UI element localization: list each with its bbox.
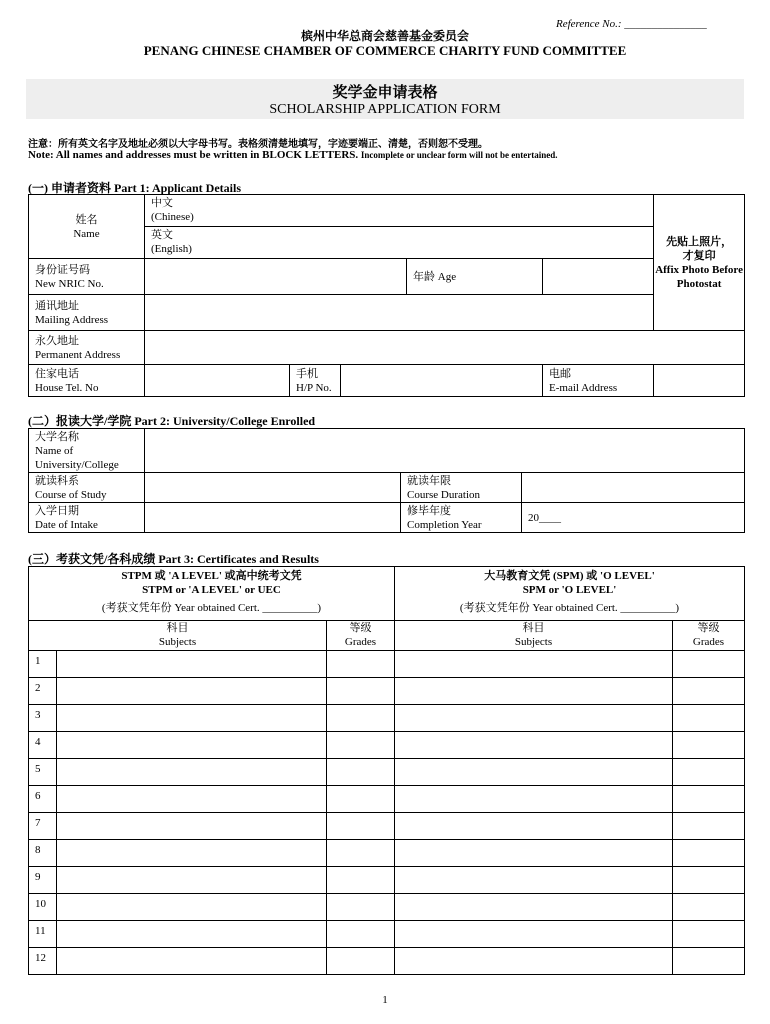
table-row [29, 813, 745, 840]
stpm-subject-input[interactable] [57, 678, 327, 705]
note-english [28, 149, 558, 161]
row-number: 7 [29, 813, 57, 840]
spm-grade-input[interactable] [673, 948, 745, 975]
course-label: 就读科系 Course of Study [29, 473, 145, 503]
table-row [29, 786, 745, 813]
spm-header: 大马教育文凭 (SPM) 或 'O LEVEL' SPM or 'O LEVEL' (考获文凭年份 Year obtained Cert. __________) [395, 567, 745, 621]
part2-title: (二）报读大学/学院 Part 2: University/College Enrolled [28, 414, 316, 428]
form-title-chinese: 奖学金申请表格 [332, 85, 438, 101]
stpm-subject-input[interactable] [57, 759, 327, 786]
permanent-address-label: 永久地址 Permanent Address [29, 331, 145, 365]
stpm-grade-input[interactable] [327, 948, 395, 975]
completion-label: 修毕年度 Completion Year [401, 503, 522, 533]
spm-subject-input[interactable] [395, 651, 673, 678]
spm-grade-input[interactable] [673, 759, 745, 786]
name-label: 姓名 Name [29, 195, 145, 259]
spm-subject-input[interactable] [395, 786, 673, 813]
note-chinese: 注意：所有英文名字及地址必须以大字母书写。表格须清楚地填写，字迹要端正、清楚，否则恕不受理。 [28, 139, 488, 150]
row-number: 5 [29, 759, 57, 786]
row-number: 8 [29, 840, 57, 867]
row-number: 12 [29, 948, 57, 975]
stpm-subject-input[interactable] [57, 705, 327, 732]
email-label: 电邮 E-mail Address [543, 365, 654, 397]
stpm-subject-input[interactable] [57, 921, 327, 948]
row-number: 6 [29, 786, 57, 813]
spm-subject-input[interactable] [395, 813, 673, 840]
university-name-input[interactable] [145, 429, 745, 473]
row-number: 1 [29, 651, 57, 678]
table-row [29, 732, 745, 759]
email-input[interactable] [654, 365, 745, 397]
spm-subject-input[interactable] [395, 894, 673, 921]
stpm-grade-input[interactable] [327, 732, 395, 759]
stpm-subject-input[interactable] [57, 732, 327, 759]
intake-label: 入学日期 Date of Intake [29, 503, 145, 533]
stpm-subject-input[interactable] [57, 840, 327, 867]
stpm-header: STPM 或 'A LEVEL' 或高中统考文凭 STPM or 'A LEVEL' or UEC (考获文凭年份 Year obtained Cert. __________) [29, 567, 395, 621]
spm-subject-input[interactable] [395, 732, 673, 759]
stpm-grade-input[interactable] [327, 651, 395, 678]
table-row [29, 840, 745, 867]
stpm-grade-input[interactable] [327, 894, 395, 921]
university-name-label: 大学名称 Name of University/College [29, 429, 145, 473]
stpm-subjects-header: 科目 Subjects [29, 621, 327, 651]
permanent-address-input[interactable] [145, 331, 745, 365]
stpm-grade-input[interactable] [327, 921, 395, 948]
nric-label: 身份证号码 New NRIC No. [29, 259, 145, 295]
stpm-grade-input[interactable] [327, 867, 395, 894]
table-row [29, 705, 745, 732]
table-row [29, 948, 745, 975]
stpm-subject-input[interactable] [57, 786, 327, 813]
stpm-grade-input[interactable] [327, 705, 395, 732]
table-row [29, 921, 745, 948]
spm-grade-input[interactable] [673, 867, 745, 894]
stpm-subject-input[interactable] [57, 948, 327, 975]
spm-grade-input[interactable] [673, 894, 745, 921]
stpm-grade-input[interactable] [327, 678, 395, 705]
org-name-english: PENANG CHINESE CHAMBER OF COMMERCE CHARITY FUND COMMITTEE [143, 43, 627, 58]
spm-subject-input[interactable] [395, 840, 673, 867]
spm-subject-input[interactable] [395, 921, 673, 948]
stpm-subject-input[interactable] [57, 894, 327, 921]
nric-input[interactable] [145, 259, 407, 295]
name-english-field[interactable]: 英文 (English) [145, 227, 654, 259]
university-table [28, 428, 745, 533]
results-table [28, 566, 745, 975]
spm-grade-input[interactable] [673, 705, 745, 732]
spm-grade-input[interactable] [673, 651, 745, 678]
note-english-main: Note: All names and addresses must be written in BLOCK LETTERS. [28, 149, 359, 161]
applicant-details-table [28, 194, 745, 397]
spm-grade-input[interactable] [673, 840, 745, 867]
note-english-small: Incomplete or unclear form will not be entertained. [360, 150, 558, 160]
page-number: 1 [382, 994, 388, 1006]
name-chinese-field[interactable]: 中文 (Chinese) [145, 195, 654, 227]
spm-grades-header: 等级 Grades [673, 621, 745, 651]
age-input[interactable] [543, 259, 654, 295]
row-number: 2 [29, 678, 57, 705]
table-row [29, 759, 745, 786]
intake-input[interactable] [145, 503, 401, 533]
stpm-grade-input[interactable] [327, 840, 395, 867]
spm-subject-input[interactable] [395, 867, 673, 894]
row-number: 11 [29, 921, 57, 948]
spm-subject-input[interactable] [395, 705, 673, 732]
house-tel-label: 住家电话 House Tel. No [29, 365, 145, 397]
spm-grade-input[interactable] [673, 678, 745, 705]
spm-subject-input[interactable] [395, 948, 673, 975]
form-title-english: SCHOLARSHIP APPLICATION FORM [269, 102, 501, 117]
spm-grade-input[interactable] [673, 921, 745, 948]
stpm-grades-header: 等级 Grades [327, 621, 395, 651]
completion-input[interactable]: 20____ [522, 503, 745, 533]
spm-grade-input[interactable] [673, 732, 745, 759]
part1-title: (一) 申请者资料 Part 1: Applicant Details [28, 181, 241, 195]
course-input[interactable] [145, 473, 401, 503]
stpm-grade-input[interactable] [327, 786, 395, 813]
photo-box[interactable]: 先贴上照片， 才复印 Affix Photo Before Photostat [654, 195, 745, 331]
stpm-grade-input[interactable] [327, 759, 395, 786]
part3-title: (三）考获文凭/各科成绩 Part 3: Certificates and Results [28, 552, 319, 566]
duration-input[interactable] [522, 473, 745, 503]
table-row [29, 651, 745, 678]
spm-subjects-header: 科目 Subjects [395, 621, 673, 651]
spm-grade-input[interactable] [673, 786, 745, 813]
spm-subject-input[interactable] [395, 759, 673, 786]
row-number: 3 [29, 705, 57, 732]
mailing-address-input[interactable] [145, 295, 654, 331]
row-number: 9 [29, 867, 57, 894]
age-label: 年龄 Age [407, 259, 543, 295]
stpm-grade-input[interactable] [327, 813, 395, 840]
spm-grade-input[interactable] [673, 813, 745, 840]
stpm-subject-input[interactable] [57, 651, 327, 678]
org-name-chinese: 槟州中华总商会慈善基金委员会 [300, 29, 469, 43]
hp-input[interactable] [341, 365, 543, 397]
spm-subject-input[interactable] [395, 678, 673, 705]
table-row [29, 678, 745, 705]
stpm-subject-input[interactable] [57, 813, 327, 840]
hp-label: 手机 H/P No. [290, 365, 341, 397]
duration-label: 就读年限 Course Duration [401, 473, 522, 503]
mailing-address-label: 通讯地址 Mailing Address [29, 295, 145, 331]
reference-number: Reference No.: _______________ [556, 18, 707, 30]
house-tel-input[interactable] [145, 365, 290, 397]
row-number: 10 [29, 894, 57, 921]
stpm-subject-input[interactable] [57, 867, 327, 894]
table-row [29, 867, 745, 894]
row-number: 4 [29, 732, 57, 759]
table-row [29, 894, 745, 921]
